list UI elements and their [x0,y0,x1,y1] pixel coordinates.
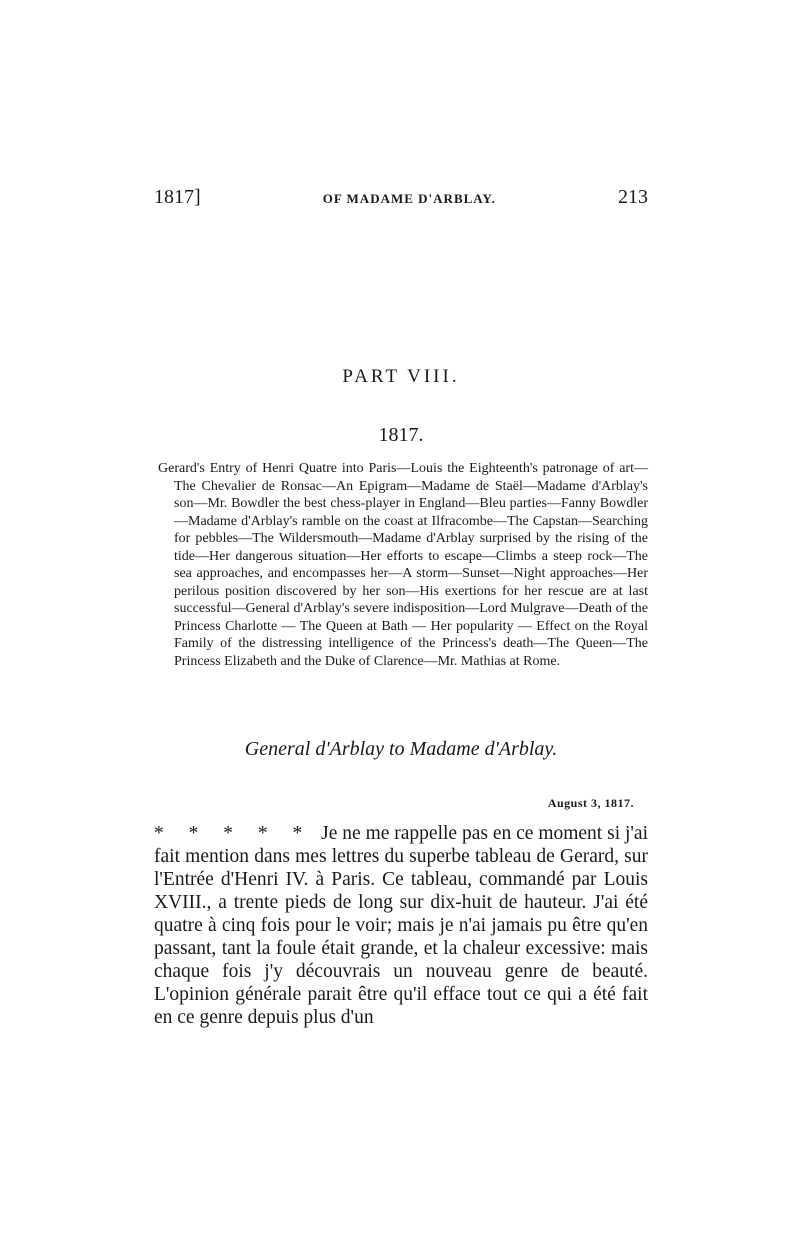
part-heading: PART VIII. [342,366,460,387]
running-title: OF MADAME D'ARBLAY. [322,191,496,206]
running-header [154,186,648,212]
summary-first-line: Gerard's Entry of Henri Quatre into Paris—Louis the Eighteenth's [158,461,538,476]
summary-rest: patronage of art—The Chevalier de Ronsac—An Epigram—Madame de Staël—Madame d'Arblay's son—Mr. Bowdler the best chess-player in England—Bleu parties—Fanny Bowdler—Madame d'Arblay's ramble on the coast at Ilfracombe—The Capstan—Searching for pebbles—The Wildersmouth—Madame d'Arblay surprised by the rising of the tide—Her dangerous situation—Her efforts to escape—Climbs a steep rock—The sea approaches, and encompasses her—A storm—Sunset—Night approaches—Her perilous position discovered by her son—His exertions for her rescue are at last successful—General d'Arblay's severe indisposition—Lord Mulgrave—Death of the Princess Charlotte — The Queen at Bath — Her popularity — Effect on the Royal Family of the distressing intelligence of the Princess's death—The Queen—The Princess Elizabeth and the Duke of Clarence—Mr. Mathias at Rome. [174,461,648,669]
page-number: 213 [617,186,648,208]
ellipsis-stars: * * * * * [154,823,313,844]
chapter-summary [158,460,648,670]
year-heading: 1817. [378,424,424,446]
letter-body-text: Je ne me rappelle pas en ce moment si j'ai fait mention dans mes lettres du superbe tableau de Gerard, sur l'Entrée d'Henri IV. à Paris. Ce tableau, commandé par Louis XVIII., a trente pieds de long sur dix-huit de hauteur. J'ai été quatre à cinq fois pour le voir; mais je n'ai jamais pu être qu'en passant, tant la foule était grande, et la chaleur excessive: mais chaque fois j'y découvrais un nouveau genre de beauté. L'opinion générale parait être qu'il efface tout ce qui a été fait en ce genre depuis plus d'un [154,823,649,1028]
letter-body [154,822,648,1029]
letter-title: General d'Arblay to Madame d'Arblay. [244,738,558,760]
header-year: 1817] [154,186,201,208]
letter-date: August 3, 1817. [547,796,634,810]
